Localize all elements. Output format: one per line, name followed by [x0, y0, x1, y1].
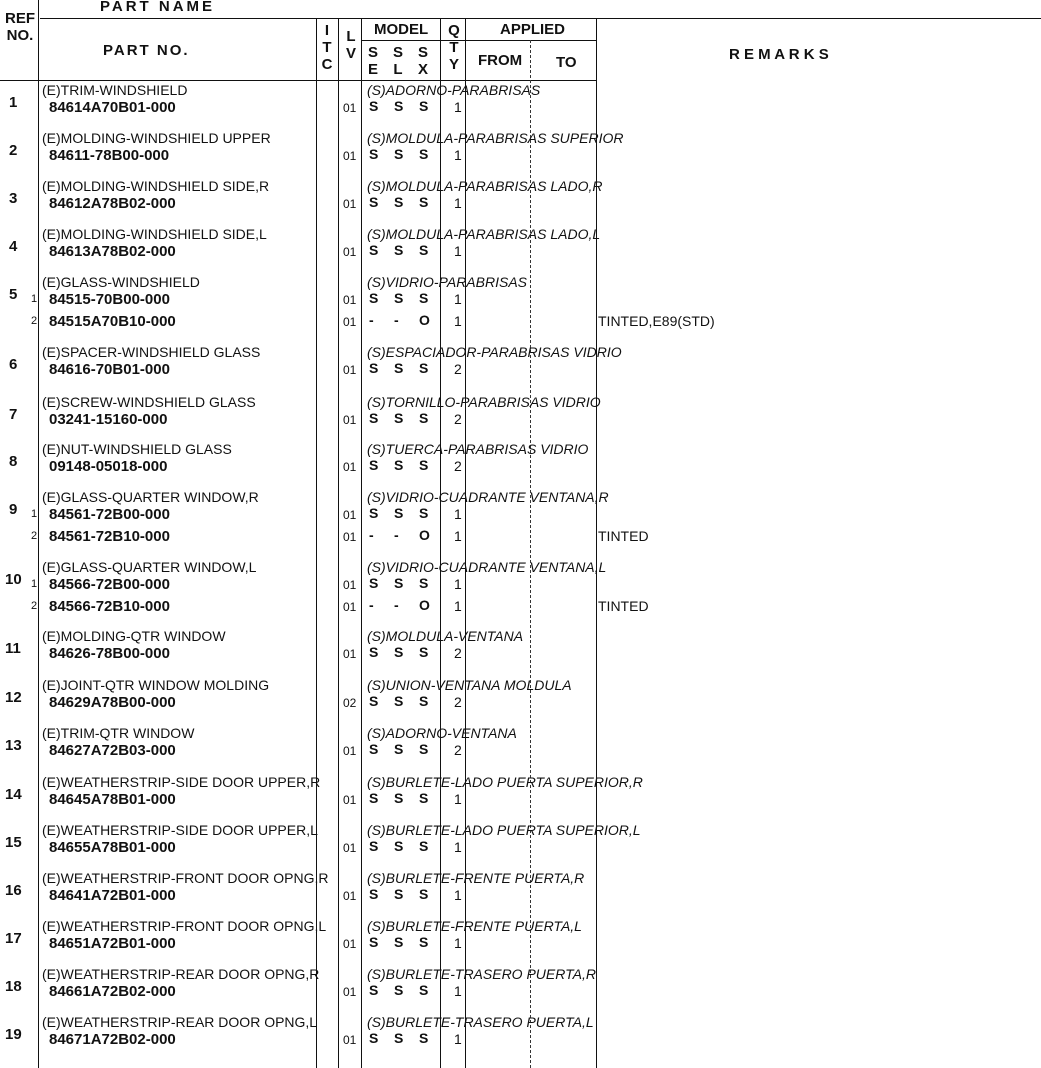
model-mark: S — [419, 934, 429, 950]
qty-value: 1 — [454, 887, 462, 903]
qty-value: 1 — [454, 291, 462, 307]
lv-value: 01 — [343, 315, 357, 329]
part-number: 84651A72B01-000 — [49, 935, 176, 952]
ref-number: 17 — [5, 930, 22, 947]
part-number: 84612A78B02-000 — [49, 195, 176, 212]
part-number: 09148-05018-000 — [49, 458, 168, 475]
part-number: 84661A72B02-000 — [49, 983, 176, 1000]
model-mark: S — [419, 741, 429, 757]
ref-number: 3 — [9, 190, 18, 207]
part-number: 84645A78B01-000 — [49, 791, 176, 808]
model-mark: S — [369, 290, 379, 306]
lv-value: 01 — [343, 578, 357, 592]
ref-number: 19 — [5, 1026, 22, 1043]
ref-number: 2 — [9, 142, 18, 159]
model-mark: S — [369, 934, 379, 950]
qty-value: 2 — [454, 694, 462, 710]
model-mark: S — [394, 242, 404, 258]
part-name: (E)GLASS-WINDSHIELD — [42, 274, 200, 290]
lv-value: 01 — [343, 149, 357, 163]
part-name-spanish: (S)VIDRIO-CUADRANTE VENTANA,R — [367, 489, 609, 505]
model-mark: S — [419, 290, 429, 306]
model-mark: S — [394, 838, 404, 854]
model-mark: S — [419, 644, 429, 660]
part-name: (E)MOLDING-WINDSHIELD SIDE,L — [42, 226, 267, 242]
qty-value: 1 — [454, 506, 462, 522]
part-name: (E)TRIM-WINDSHIELD — [42, 82, 188, 98]
ref-number: 12 — [5, 689, 22, 706]
ref-number: 1 — [9, 94, 18, 111]
part-name-header: PART NAME — [100, 0, 216, 15]
model-mark: S — [394, 693, 404, 709]
part-name-spanish: (S)BURLETE-FRENTE PUERTA,L — [367, 918, 582, 934]
model-mark: S — [369, 505, 379, 521]
lv-value: 01 — [343, 600, 357, 614]
part-name: (E)MOLDING-QTR WINDOW — [42, 628, 226, 644]
ref-number: 18 — [5, 978, 22, 995]
part-name-spanish: (S)TUERCA-PARABRISAS VIDRIO — [367, 441, 589, 457]
part-name-spanish: (S)UNION-VENTANA MOLDULA — [367, 677, 572, 693]
part-number: 84515A70B10-000 — [49, 313, 176, 330]
applied-header: APPLIED — [500, 21, 566, 38]
qty-value: 1 — [454, 791, 462, 807]
model-mark: S — [394, 1030, 404, 1046]
model-mark: S — [394, 886, 404, 902]
qty-value: 1 — [454, 576, 462, 592]
part-number: 84641A72B01-000 — [49, 887, 176, 904]
ref-number: 15 — [5, 834, 22, 851]
model-mark: S — [394, 410, 404, 426]
model-mark: S — [419, 575, 429, 591]
qty-value: 1 — [454, 528, 462, 544]
sub-number: 2 — [31, 315, 38, 327]
part-name-spanish: (S)MOLDULA-PARABRISAS LADO,L — [367, 226, 601, 242]
model-mark: S — [419, 693, 429, 709]
model-mark: S — [419, 838, 429, 854]
model-mark: S — [369, 410, 379, 426]
lv-value: 01 — [343, 1033, 357, 1047]
ref-number: 13 — [5, 737, 22, 754]
ref-number: 16 — [5, 882, 22, 899]
model-mark: S — [369, 838, 379, 854]
model-mark: S — [419, 457, 429, 473]
qty-value: 1 — [454, 839, 462, 855]
model-mark: S — [394, 194, 404, 210]
ref-number: 7 — [9, 406, 18, 423]
part-name-spanish: (S)ESPACIADOR-PARABRISAS VIDRIO — [367, 344, 622, 360]
part-number: 84613A78B02-000 — [49, 243, 176, 260]
part-name-spanish: (S)BURLETE-LADO PUERTA SUPERIOR,R — [367, 774, 643, 790]
model-mark: O — [419, 597, 430, 613]
part-number: 84515-70B00-000 — [49, 291, 170, 308]
model-mark: S — [419, 1030, 429, 1046]
model-mark: S — [369, 457, 379, 473]
ref-no-header: REF NO. — [5, 10, 35, 44]
part-number: 03241-15160-000 — [49, 411, 168, 428]
model-mark: S — [394, 98, 404, 114]
top-rule — [40, 18, 1041, 19]
itc-header: I T C — [321, 22, 333, 73]
ref-number: 8 — [9, 453, 18, 470]
model-mark: S — [419, 982, 429, 998]
sub-number: 1 — [31, 508, 38, 520]
model-mark: S — [394, 146, 404, 162]
model-mark: S — [394, 741, 404, 757]
model-mark: S — [419, 360, 429, 376]
part-number: 84627A72B03-000 — [49, 742, 176, 759]
ref-number: 6 — [9, 356, 18, 373]
model-mark: S — [369, 194, 379, 210]
remarks-text: TINTED,E89(STD) — [598, 313, 715, 329]
to-header: TO — [556, 54, 577, 71]
from-header: FROM — [478, 52, 523, 69]
ref-number: 11 — [5, 640, 21, 657]
lv-value: 01 — [343, 841, 357, 855]
part-name-spanish: (S)BURLETE-LADO PUERTA SUPERIOR,L — [367, 822, 641, 838]
qty-value: 1 — [454, 983, 462, 999]
part-name-spanish: (S)ADORNO-PARABRISAS — [367, 82, 541, 98]
part-name: (E)WEATHERSTRIP-FRONT DOOR OPNG,L — [42, 918, 327, 934]
ref-number: 5 — [9, 286, 18, 303]
lv-value: 01 — [343, 793, 357, 807]
qty-value: 2 — [454, 742, 462, 758]
model-mark: S — [394, 790, 404, 806]
sub-number: 2 — [31, 530, 38, 542]
model-mark: - — [394, 527, 399, 543]
header-bottom-rule — [0, 80, 597, 81]
ref-number: 4 — [9, 238, 18, 255]
part-name: (E)WEATHERSTRIP-SIDE DOOR UPPER,L — [42, 822, 318, 838]
ref-col-line — [38, 0, 39, 1068]
part-name-spanish: (S)VIDRIO-PARABRISAS — [367, 274, 527, 290]
model-mark: O — [419, 527, 430, 543]
to-col-line-r — [596, 18, 597, 1068]
lv-value: 02 — [343, 696, 357, 710]
qty-value: 2 — [454, 458, 462, 474]
itc-col-line-r — [338, 18, 339, 1068]
lv-value: 01 — [343, 985, 357, 999]
model-mark: S — [369, 242, 379, 258]
qty-value: 2 — [454, 645, 462, 661]
lv-value: 01 — [343, 293, 357, 307]
lv-header: L V — [345, 28, 356, 62]
model-mark: S — [394, 360, 404, 376]
part-number: 84566-72B10-000 — [49, 598, 170, 615]
model-mark: S — [394, 457, 404, 473]
part-name-spanish: (S)BURLETE-TRASERO PUERTA,L — [367, 1014, 594, 1030]
model-mark: S — [394, 934, 404, 950]
part-name-spanish: (S)MOLDULA-VENTANA — [367, 628, 524, 644]
lv-value: 01 — [343, 937, 357, 951]
model-se-header: S E — [367, 44, 378, 78]
qty-value: 1 — [454, 243, 462, 259]
lv-value: 01 — [343, 245, 357, 259]
model-mark: S — [419, 410, 429, 426]
part-name: (E)JOINT-QTR WINDOW MOLDING — [42, 677, 270, 693]
lv-value: 01 — [343, 460, 357, 474]
part-name: (E)WEATHERSTRIP-REAR DOOR OPNG,R — [42, 966, 320, 982]
qty-value: 1 — [454, 195, 462, 211]
sub-number: 1 — [31, 578, 38, 590]
part-no-header: PART NO. — [103, 42, 190, 59]
qty-value: 1 — [454, 598, 462, 614]
qty-value: 2 — [454, 411, 462, 427]
qty-col-line-r — [465, 18, 466, 1068]
model-mark: S — [394, 982, 404, 998]
part-number: 84561-72B00-000 — [49, 506, 170, 523]
lv-col-line-r — [361, 18, 362, 1068]
sub-number: 1 — [31, 293, 38, 305]
part-name-spanish: (S)ADORNO-VENTANA — [367, 725, 517, 741]
lv-value: 01 — [343, 744, 357, 758]
qty-header: Q T Y — [448, 22, 460, 73]
part-number: 84561-72B10-000 — [49, 528, 170, 545]
part-name-spanish: (S)BURLETE-TRASERO PUERTA,R — [367, 966, 596, 982]
model-sx-header: S X — [417, 44, 428, 78]
itc-col-line-l — [316, 18, 317, 1068]
part-number: 84616-70B01-000 — [49, 361, 170, 378]
ref-number: 9 — [9, 501, 18, 518]
part-number: 84626-78B00-000 — [49, 645, 170, 662]
part-name: (E)MOLDING-WINDSHIELD UPPER — [42, 130, 271, 146]
model-rule — [362, 40, 596, 41]
model-mark: S — [369, 644, 379, 660]
part-name-spanish: (S)MOLDULA-PARABRISAS LADO,R — [367, 178, 603, 194]
part-number: 84671A72B02-000 — [49, 1031, 176, 1048]
from-to-divider — [530, 40, 531, 1068]
lv-value: 01 — [343, 101, 357, 115]
qty-value: 1 — [454, 313, 462, 329]
remarks-header: R E M A R K S — [729, 46, 829, 63]
part-name: (E)WEATHERSTRIP-FRONT DOOR OPNG,R — [42, 870, 329, 886]
part-name-spanish: (S)TORNILLO-PARABRISAS VIDRIO — [367, 394, 601, 410]
part-name: (E)NUT-WINDSHIELD GLASS — [42, 441, 232, 457]
model-mark: S — [369, 741, 379, 757]
part-name-spanish: (S)BURLETE-FRENTE PUERTA,R — [367, 870, 585, 886]
part-name-spanish: (S)VIDRIO-CUADRANTE VENTANA,L — [367, 559, 607, 575]
model-mark: S — [419, 146, 429, 162]
model-col-line-r — [440, 18, 441, 1068]
model-mark: S — [394, 505, 404, 521]
qty-value: 1 — [454, 147, 462, 163]
model-mark: S — [369, 360, 379, 376]
model-mark: S — [369, 886, 379, 902]
model-mark: - — [369, 597, 374, 613]
model-mark: S — [419, 505, 429, 521]
part-name: (E)MOLDING-WINDSHIELD SIDE,R — [42, 178, 270, 194]
model-mark: S — [369, 790, 379, 806]
model-mark: - — [369, 312, 374, 328]
part-name: (E)WEATHERSTRIP-REAR DOOR OPNG,L — [42, 1014, 318, 1030]
model-mark: S — [419, 194, 429, 210]
part-name: (E)SCREW-WINDSHIELD GLASS — [42, 394, 256, 410]
model-mark: S — [419, 98, 429, 114]
lv-value: 01 — [343, 508, 357, 522]
model-header: MODEL — [374, 21, 429, 38]
model-mark: S — [369, 693, 379, 709]
lv-value: 01 — [343, 530, 357, 544]
remarks-text: TINTED — [598, 598, 649, 614]
part-name: (E)SPACER-WINDSHIELD GLASS — [42, 344, 261, 360]
model-mark: S — [394, 575, 404, 591]
lv-value: 01 — [343, 197, 357, 211]
model-mark: - — [369, 527, 374, 543]
qty-value: 1 — [454, 935, 462, 951]
lv-value: 01 — [343, 889, 357, 903]
model-mark: - — [394, 312, 399, 328]
model-mark: S — [419, 886, 429, 902]
ref-number: 10 — [5, 571, 22, 588]
sub-number: 2 — [31, 600, 38, 612]
part-number: 84655A78B01-000 — [49, 839, 176, 856]
qty-value: 1 — [454, 1031, 462, 1047]
remarks-text: TINTED — [598, 528, 649, 544]
part-number: 84611-78B00-000 — [49, 147, 170, 164]
model-mark: S — [369, 982, 379, 998]
model-mark: S — [369, 146, 379, 162]
model-mark: S — [394, 644, 404, 660]
model-mark: S — [369, 98, 379, 114]
qty-value: 1 — [454, 99, 462, 115]
part-number: 84629A78B00-000 — [49, 694, 176, 711]
lv-value: 01 — [343, 413, 357, 427]
model-mark: S — [419, 790, 429, 806]
part-name: (E)GLASS-QUARTER WINDOW,R — [42, 489, 259, 505]
model-mark: O — [419, 312, 430, 328]
qty-value: 2 — [454, 361, 462, 377]
model-mark: S — [369, 1030, 379, 1046]
ref-number: 14 — [5, 786, 22, 803]
model-mark: S — [419, 242, 429, 258]
lv-value: 01 — [343, 647, 357, 661]
part-number: 84566-72B00-000 — [49, 576, 170, 593]
part-name: (E)WEATHERSTRIP-SIDE DOOR UPPER,R — [42, 774, 321, 790]
lv-value: 01 — [343, 363, 357, 377]
model-mark: S — [394, 290, 404, 306]
part-name: (E)TRIM-QTR WINDOW — [42, 725, 195, 741]
part-name: (E)GLASS-QUARTER WINDOW,L — [42, 559, 257, 575]
model-mark: - — [394, 597, 399, 613]
part-name-spanish: (S)MOLDULA-PARABRISAS SUPERIOR — [367, 130, 624, 146]
model-sl-header: S L — [392, 44, 403, 78]
model-mark: S — [369, 575, 379, 591]
part-number: 84614A70B01-000 — [49, 99, 176, 116]
